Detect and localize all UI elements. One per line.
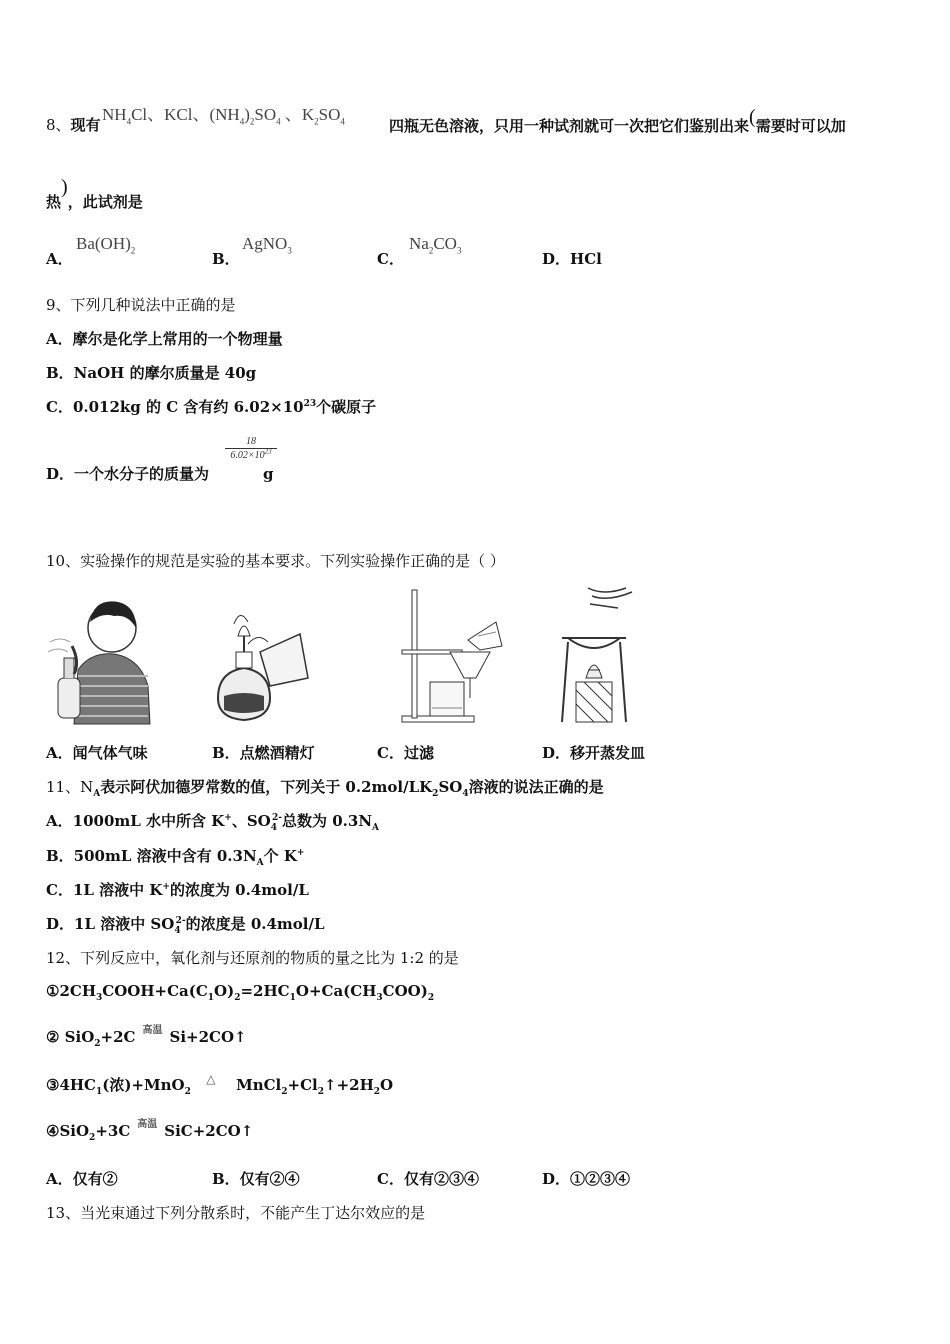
q8-formula (102, 100, 345, 125)
q8-tail (389, 106, 846, 137)
q8-option-c: $Na_2CO_3$ (409, 234, 462, 256)
q9-option-d: D．一个水分子的质量为 g (46, 465, 274, 483)
q11-option-d: D．1L 溶液中 $SO_4^{2-}$的浓度是 0.4mol/L (46, 915, 325, 936)
q13-stem: 13、当光束通过下列分散系时，不能产生丁达尔效应的是 (46, 1204, 426, 1222)
q8-line2b: ，此试剂是 (67, 193, 143, 211)
q10-option-c: C．过滤 (377, 744, 434, 762)
q8-option-d: D．HCl (542, 250, 602, 268)
q12-option-d: D．①②③④ (542, 1170, 631, 1188)
q9-fraction (225, 436, 277, 461)
q8-line2a: 热 (46, 193, 62, 211)
q8-paren-close: ) (61, 176, 68, 198)
q10-option-a: A．闻气体气味 (46, 744, 148, 762)
q12-stem: 12、下列反应中，氧化剂与还原剂的物质的量之比为 1:2 的是 (46, 949, 459, 967)
q12-option-b: B．仅有②④ (212, 1170, 300, 1188)
q12-reaction-3: $③4HC_1$(浓)+MnO$_2$ △ $MnCl_2+Cl_2↑+2H_2O$ (46, 1072, 394, 1097)
q11-option-a: A．1000mL 水中所含 K+、$SO_4^{2-}$总数为 $0.3N_A$ (46, 812, 380, 833)
smelling-gas-illustration (44, 586, 154, 728)
filtration-illustration (378, 586, 508, 728)
q11-stem: 11、$N_A$表示阿伏加德罗常数的值，下列关于 $0.2mol/LK_2SO_4$溶液的说法正确的是 (46, 778, 604, 799)
q8-paren-open: ( (749, 106, 756, 128)
q12-reaction-2: ② SiO$_2$+2C 高温 Si+2CO↑ (46, 1025, 247, 1049)
lighting-alcohol-lamp-illustration (208, 586, 320, 728)
q8-option-a-label: A． (46, 250, 73, 268)
q8-line1 (46, 114, 101, 135)
q8-line2 (46, 176, 143, 213)
q8-option-a: $Ba(OH)_2$ (76, 234, 136, 256)
q8-option-c-label: C． (377, 250, 404, 268)
fraction-numerator: 18 (246, 436, 256, 447)
q8-formula-text: $NH_4Cl$、KCl、$(NH_4)_2SO_4$ 、$K_2SO_4$ (102, 105, 345, 127)
fraction-denominator: $6.02\times 10^{23}$ (230, 447, 272, 461)
q8-option-b: AgNO$_3$ (242, 234, 292, 256)
q8-tail2-text: 需要时可以加 (755, 117, 846, 135)
q10-stem: 10、实验操作的规范是实验的基本要求。下列实验操作正确的是（ ） (46, 552, 505, 570)
q12-option-c: C．仅有②③④ (377, 1170, 479, 1188)
q12-option-a: A．仅有② (46, 1170, 118, 1188)
q12-reaction-4: ④SiO$_2$+3C 高温 SiC+2CO↑ (46, 1119, 254, 1143)
q9-option-b: B．NaOH 的摩尔质量是 40g (46, 364, 257, 382)
q8-lead: 现有 (70, 116, 101, 134)
evaporating-dish-illustration (548, 586, 638, 728)
q8-number: 8、 (46, 116, 71, 134)
q10-option-d: D．移开蒸发皿 (542, 744, 646, 762)
q9-option-c: C．0.012kg 的 C 含有约 $6.02\times 10^{23}$个碳原子 (46, 398, 377, 416)
q8-option-b-label: B． (212, 250, 240, 268)
q8-tail-text: 四瓶无色溶液，只用一种试剂就可一次把它们鉴别出来 (389, 117, 750, 135)
q11-option-c: C．1L 溶液中 K+的浓度为 0.4mol/L (46, 881, 309, 899)
q11-option-b: B．500mL 溶液中含有 $0.3N_A$个 K+ (46, 847, 305, 868)
q12-reaction-1: $①2CH_3COOH+Ca(C_1O)_2=2HC_1O+Ca(CH_3COO)_2$ (46, 982, 435, 1003)
q10-option-b: B．点燃酒精灯 (212, 744, 315, 762)
q9-option-a: A．摩尔是化学上常用的一个物理量 (46, 330, 283, 348)
q9-stem: 9、下列几种说法中正确的是 (46, 296, 236, 314)
